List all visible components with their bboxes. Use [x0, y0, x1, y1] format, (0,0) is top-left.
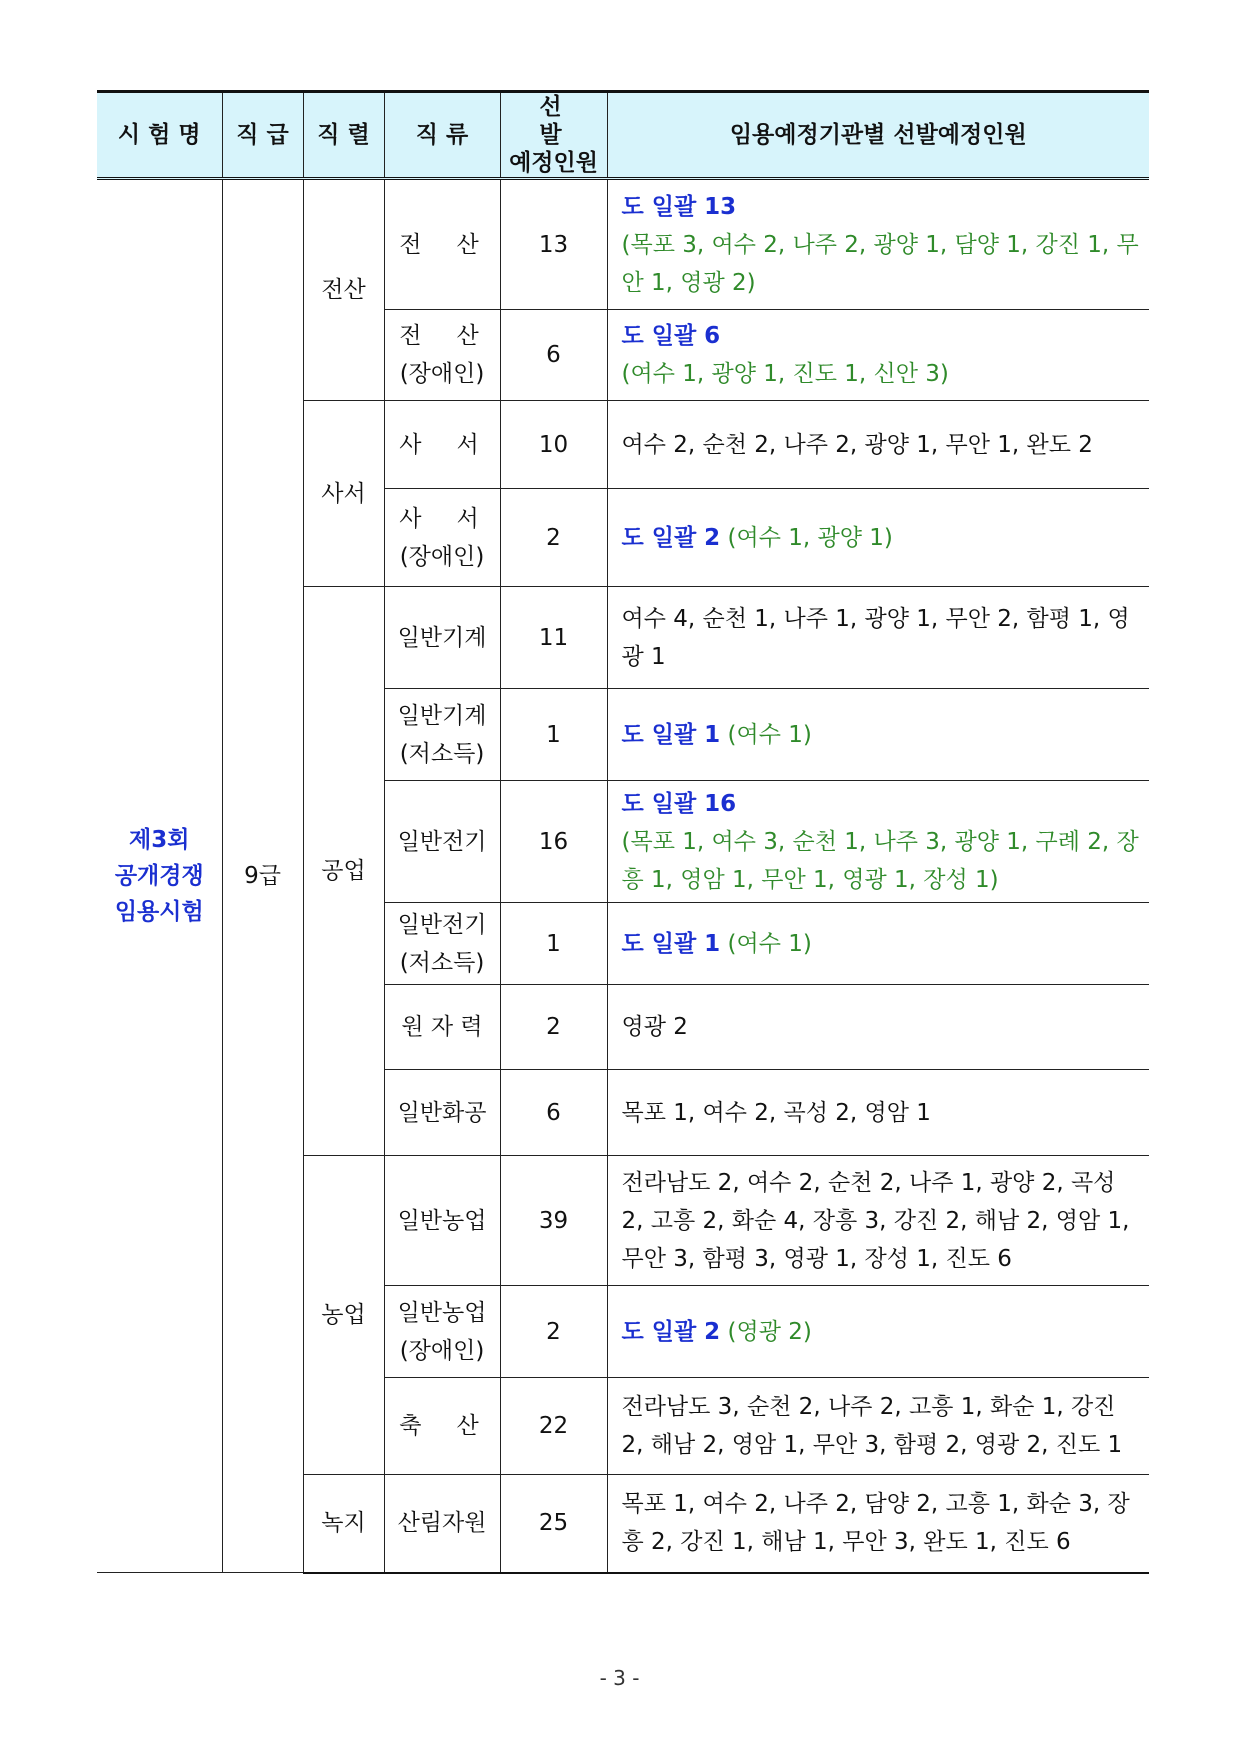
header-series: 직 렬 — [303, 92, 384, 179]
category-cell: 일반기계 — [384, 587, 500, 689]
count-cell: 13 — [500, 179, 607, 310]
org-bulk-total: 도 일괄 2 — [621, 524, 721, 551]
category-name: 일반농업 — [397, 1299, 487, 1326]
org-bulk-total: 도 일괄 1 — [621, 930, 721, 957]
org-cell: 여수 4, 순천 1, 나주 1, 광양 1, 무안 2, 함평 1, 영광 1 — [607, 587, 1149, 689]
org-cell: 목포 1, 여수 2, 나주 2, 담양 2, 고흥 1, 화순 3, 장흥 2, 강진 1, 해남 1, 무안 3, 완도 1, 진도 6 — [607, 1475, 1149, 1573]
org-bulk-total: 도 일괄 2 — [621, 1318, 721, 1345]
count-cell: 1 — [500, 689, 607, 781]
table-row — [97, 179, 1149, 310]
org-bulk-total: 도 일괄 1 — [621, 721, 721, 748]
count-cell: 10 — [500, 401, 607, 489]
count-cell: 22 — [500, 1378, 607, 1475]
series-cell-nongeop: 농업 — [303, 1156, 384, 1475]
count-cell: 11 — [500, 587, 607, 689]
org-cell — [607, 689, 1149, 781]
category-cell: 축 산 — [384, 1378, 500, 1475]
category-qualifier: (장애인) — [399, 543, 485, 570]
org-bulk-detail: (여수 1, 광양 1) — [727, 524, 893, 551]
category-cell: 일반농업 — [384, 1156, 500, 1286]
series-cell-nokji: 녹지 — [303, 1475, 384, 1573]
category-qualifier: (장애인) — [399, 361, 485, 387]
category-cell: 일반전기 — [384, 781, 500, 903]
header-count — [500, 92, 607, 179]
org-cell: 여수 2, 순천 2, 나주 2, 광양 1, 무안 1, 완도 2 — [607, 401, 1149, 489]
org-cell — [607, 903, 1149, 985]
org-cell — [607, 489, 1149, 587]
series-cell-saseo: 사서 — [303, 401, 384, 587]
org-bulk-detail: (영광 2) — [727, 1318, 812, 1345]
category-name: 사 서 — [399, 505, 485, 532]
category-cell — [384, 489, 500, 587]
org-cell — [607, 781, 1149, 903]
org-bulk-total: 도 일괄 16 — [621, 790, 737, 817]
header-count-line1: 선 발 — [539, 94, 582, 148]
org-cell: 전라남도 3, 순천 2, 나주 2, 고흥 1, 화순 1, 강진 2, 해남 2, 영암 1, 무안 3, 함평 2, 영광 2, 진도 1 — [607, 1378, 1149, 1475]
exam-name-line2: 공개경쟁 — [114, 863, 204, 889]
category-cell — [384, 903, 500, 985]
header-grade: 직 급 — [222, 92, 303, 179]
category-qualifier: (저소득) — [399, 949, 485, 976]
org-cell: 목포 1, 여수 2, 곡성 2, 영암 1 — [607, 1070, 1149, 1156]
org-cell: 영광 2 — [607, 985, 1149, 1070]
org-bulk-detail: (여수 1) — [727, 930, 812, 957]
category-cell: 사 서 — [384, 401, 500, 489]
category-cell: 원 자 력 — [384, 985, 500, 1070]
header-org: 임용예정기관별 선발예정인원 — [607, 92, 1149, 179]
exam-name-cell — [97, 179, 222, 1573]
series-cell-gongeop: 공업 — [303, 587, 384, 1156]
org-bulk-detail: (여수 1) — [727, 721, 812, 748]
count-cell: 2 — [500, 985, 607, 1070]
category-cell: 산림자원 — [384, 1475, 500, 1573]
page-number: - 3 - — [599, 1666, 640, 1690]
category-cell: 전 산 — [384, 179, 500, 310]
category-cell: 일반화공 — [384, 1070, 500, 1156]
org-bulk-total: 도 일괄 13 — [621, 193, 737, 220]
exam-name-line1: 제3회 — [129, 827, 190, 853]
org-bulk-detail: (목포 3, 여수 2, 나주 2, 광양 1, 담양 1, 강진 1, 무안 1, 영광 2) — [621, 231, 1139, 296]
header-count-line2: 예정인원 — [509, 150, 598, 176]
count-cell: 1 — [500, 903, 607, 985]
category-name: 전 산 — [399, 323, 485, 349]
count-cell: 6 — [500, 1070, 607, 1156]
count-cell: 25 — [500, 1475, 607, 1573]
count-cell: 16 — [500, 781, 607, 903]
grade-cell: 9급 — [222, 179, 303, 1573]
org-cell: 전라남도 2, 여수 2, 순천 2, 나주 1, 광양 2, 곡성 2, 고흥 2, 화순 4, 장흥 3, 강진 2, 해남 2, 영암 1, 무안 3, 함평 3, 영광 1, 장성 1, 진도 6 — [607, 1156, 1149, 1286]
count-cell: 6 — [500, 310, 607, 401]
header-category: 직 류 — [384, 92, 500, 179]
category-qualifier: (장애인) — [399, 1337, 485, 1364]
org-cell — [607, 179, 1149, 310]
org-bulk-detail: (목포 1, 여수 3, 순천 1, 나주 3, 광양 1, 구례 2, 장흥 1, 영암 1, 무안 1, 영광 1, 장성 1) — [621, 828, 1139, 893]
category-qualifier: (저소득) — [399, 740, 485, 767]
org-bulk-total: 도 일괄 6 — [621, 323, 721, 349]
recruitment-table — [97, 90, 1149, 1574]
category-cell — [384, 1286, 500, 1378]
org-bulk-detail: (여수 1, 광양 1, 진도 1, 신안 3) — [621, 361, 949, 387]
category-cell — [384, 689, 500, 781]
series-cell-jeonsan: 전산 — [303, 179, 384, 401]
category-name: 일반기계 — [397, 702, 487, 729]
category-cell — [384, 310, 500, 401]
exam-name-line3: 임용시험 — [114, 899, 204, 925]
count-cell: 2 — [500, 489, 607, 587]
count-cell: 39 — [500, 1156, 607, 1286]
category-name: 일반전기 — [397, 911, 487, 938]
header-row — [97, 92, 1149, 179]
org-cell — [607, 310, 1149, 401]
org-cell — [607, 1286, 1149, 1378]
header-exam: 시 험 명 — [97, 92, 222, 179]
count-cell: 2 — [500, 1286, 607, 1378]
